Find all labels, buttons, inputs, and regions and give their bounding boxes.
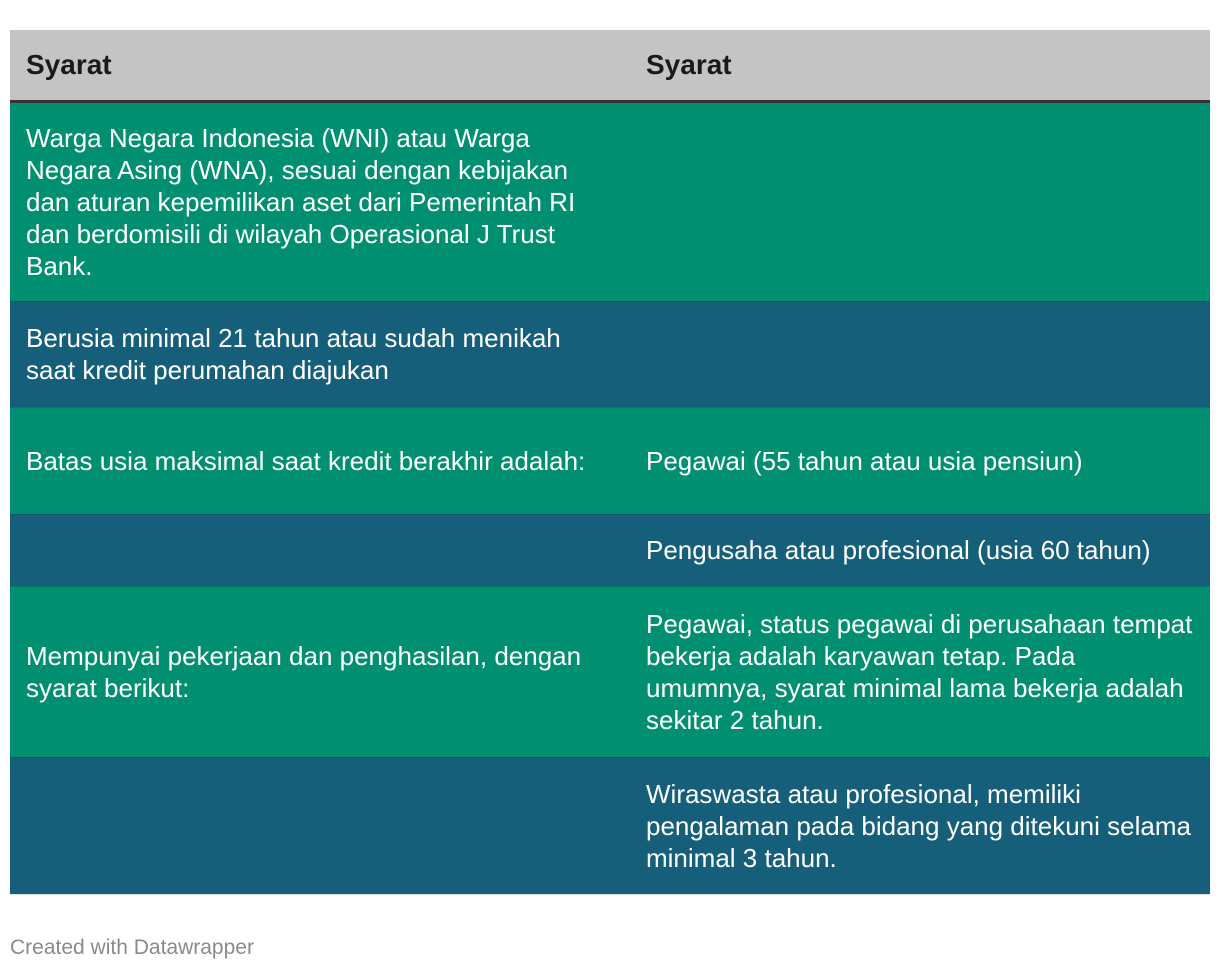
- table-cell: [630, 101, 1210, 301]
- table-cell: Pegawai (55 tahun atau usia pensiun): [630, 407, 1210, 514]
- table-cell: [10, 757, 630, 894]
- datawrapper-credit[interactable]: Created with Datawrapper: [10, 936, 254, 959]
- requirements-table: [10, 30, 1210, 895]
- table-cell: [10, 514, 630, 586]
- table-cell: Batas usia maksimal saat kredit berakhir adalah:: [10, 407, 630, 514]
- column-header-2[interactable]: Syarat: [630, 30, 1210, 101]
- table-cell: Pengusaha atau profesional (usia 60 tahun): [630, 514, 1210, 586]
- table-cell: Pegawai, status pegawai di perusahaan tempat bekerja adalah karyawan tetap. Pada umumnya, syarat minimal lama bekerja adalah sekitar 2 tahun.: [630, 586, 1210, 757]
- table-row: [10, 514, 1210, 586]
- table-cell: [630, 301, 1210, 407]
- table-row: [10, 301, 1210, 407]
- table-cell: Berusia minimal 21 tahun atau sudah menikah saat kredit perumahan diajukan: [10, 301, 630, 407]
- table-row: [10, 757, 1210, 894]
- data-table-container: [10, 30, 1210, 895]
- table-row: [10, 101, 1210, 301]
- table-header-row: [10, 30, 1210, 101]
- table-cell: Mempunyai pekerjaan dan penghasilan, dengan syarat berikut:: [10, 586, 630, 757]
- table-cell: Warga Negara Indonesia (WNI) atau Warga Negara Asing (WNA), sesuai dengan kebijakan dan aturan kepemilikan aset dari Pemerintah RI dan berdomisili di wilayah Operasional J Trust Bank.: [10, 101, 630, 301]
- column-header-1[interactable]: Syarat: [10, 30, 630, 101]
- table-cell: Wiraswasta atau profesional, memiliki pengalaman pada bidang yang ditekuni selama minimal 3 tahun.: [630, 757, 1210, 894]
- table-row: [10, 407, 1210, 514]
- table-row: [10, 586, 1210, 757]
